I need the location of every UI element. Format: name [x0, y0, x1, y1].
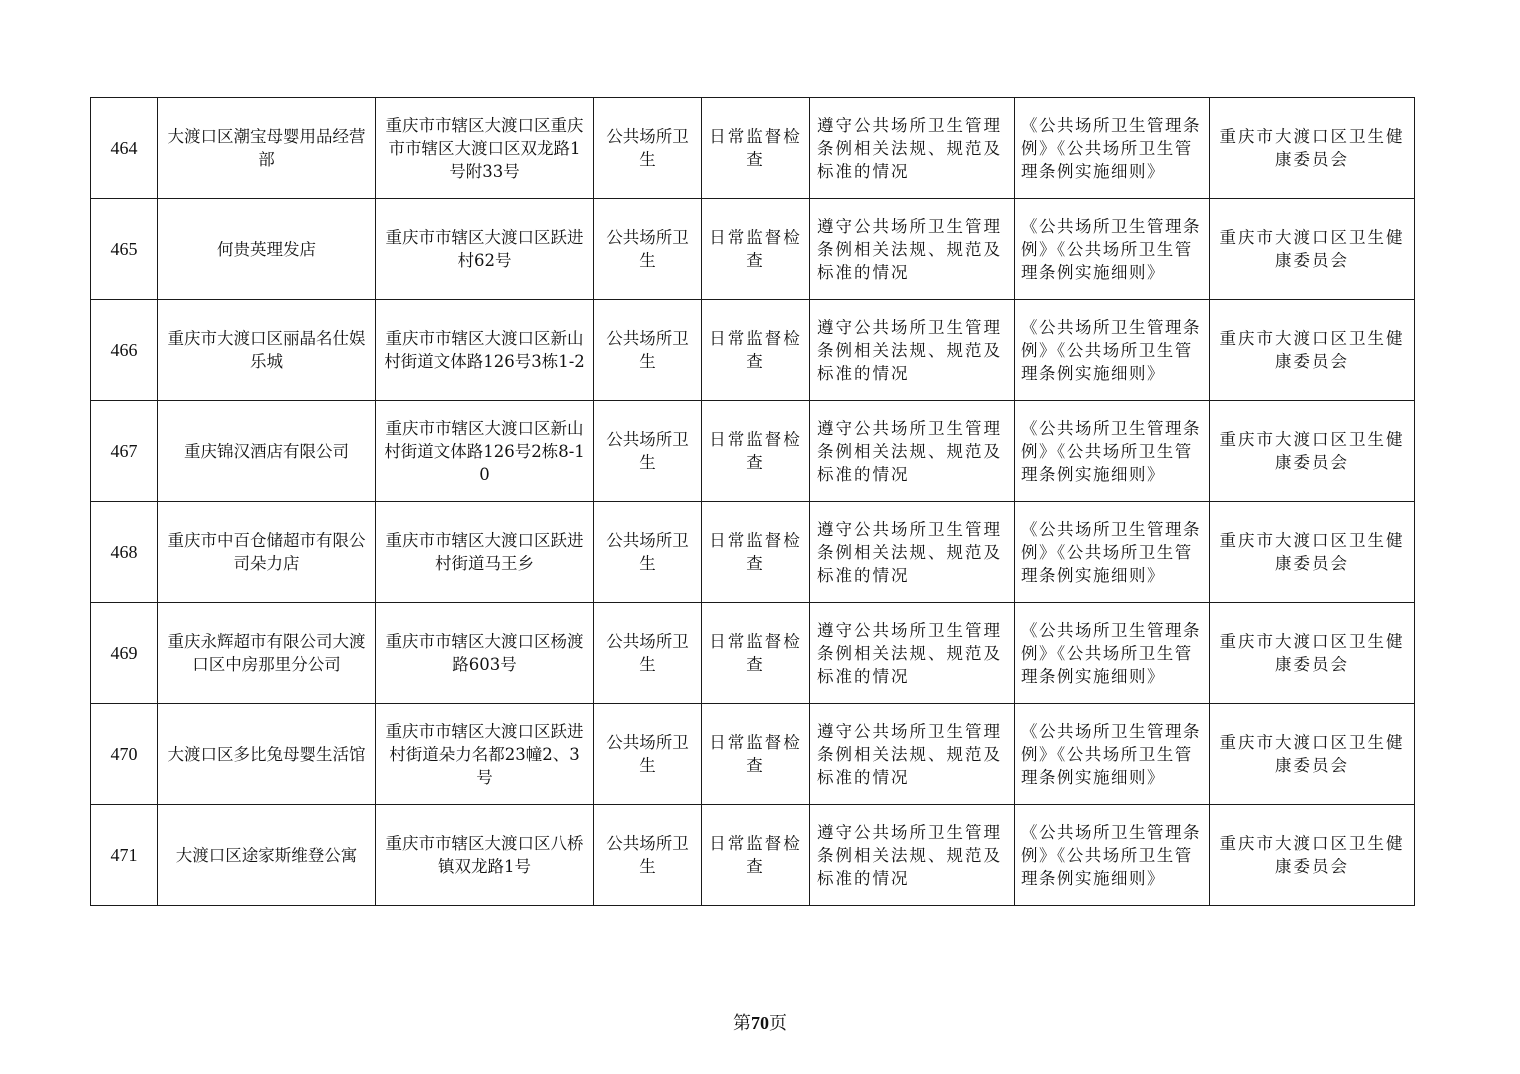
inspection-method: 日常监督检查	[702, 98, 810, 199]
table-row	[91, 704, 1415, 805]
legal-basis: 《公共场所卫生管理条例》《公共场所卫生管理条例实施细则》	[1015, 199, 1210, 300]
legal-basis: 《公共场所卫生管理条例》《公共场所卫生管理条例实施细则》	[1015, 704, 1210, 805]
inspection-method: 日常监督检查	[702, 300, 810, 401]
inspecting-authority: 重庆市大渡口区卫生健康委员会	[1210, 603, 1415, 704]
business-name: 重庆市中百仓储超市有限公司朵力店	[158, 502, 376, 603]
legal-basis: 《公共场所卫生管理条例》《公共场所卫生管理条例实施细则》	[1015, 401, 1210, 502]
inspection-category: 公共场所卫生	[594, 98, 702, 199]
inspection-category: 公共场所卫生	[594, 502, 702, 603]
inspection-method: 日常监督检查	[702, 603, 810, 704]
business-name: 大渡口区多比兔母婴生活馆	[158, 704, 376, 805]
business-address: 重庆市市辖区大渡口区跃进村62号	[376, 199, 594, 300]
inspection-item: 遵守公共场所卫生管理条例相关法规、规范及标准的情况	[810, 603, 1015, 704]
inspection-item: 遵守公共场所卫生管理条例相关法规、规范及标准的情况	[810, 199, 1015, 300]
inspection-category: 公共场所卫生	[594, 805, 702, 906]
inspecting-authority: 重庆市大渡口区卫生健康委员会	[1210, 401, 1415, 502]
legal-basis: 《公共场所卫生管理条例》《公共场所卫生管理条例实施细则》	[1015, 805, 1210, 906]
legal-basis: 《公共场所卫生管理条例》《公共场所卫生管理条例实施细则》	[1015, 300, 1210, 401]
business-address: 重庆市市辖区大渡口区新山村街道文体路126号3栋1-2	[376, 300, 594, 401]
table-row	[91, 300, 1415, 401]
business-address: 重庆市市辖区大渡口区杨渡路603号	[376, 603, 594, 704]
row-number: 464	[91, 98, 158, 199]
inspection-method: 日常监督检查	[702, 502, 810, 603]
business-address: 重庆市市辖区大渡口区重庆市市辖区大渡口区双龙路1号附33号	[376, 98, 594, 199]
inspecting-authority: 重庆市大渡口区卫生健康委员会	[1210, 98, 1415, 199]
row-number: 467	[91, 401, 158, 502]
business-address: 重庆市市辖区大渡口区八桥镇双龙路1号	[376, 805, 594, 906]
page-number: 70	[751, 1013, 769, 1033]
business-name: 何贵英理发店	[158, 199, 376, 300]
business-address: 重庆市市辖区大渡口区跃进村街道马王乡	[376, 502, 594, 603]
page-prefix: 第	[733, 1013, 751, 1034]
inspection-method: 日常监督检查	[702, 805, 810, 906]
business-address: 重庆市市辖区大渡口区新山村街道文体路126号2栋8-10	[376, 401, 594, 502]
business-name: 大渡口区潮宝母婴用品经营部	[158, 98, 376, 199]
inspecting-authority: 重庆市大渡口区卫生健康委员会	[1210, 300, 1415, 401]
legal-basis: 《公共场所卫生管理条例》《公共场所卫生管理条例实施细则》	[1015, 502, 1210, 603]
inspection-item: 遵守公共场所卫生管理条例相关法规、规范及标准的情况	[810, 300, 1015, 401]
table-row	[91, 502, 1415, 603]
inspection-category: 公共场所卫生	[594, 704, 702, 805]
table-row	[91, 98, 1415, 199]
business-name: 重庆永辉超市有限公司大渡口区中房那里分公司	[158, 603, 376, 704]
row-number: 468	[91, 502, 158, 603]
inspection-item: 遵守公共场所卫生管理条例相关法规、规范及标准的情况	[810, 401, 1015, 502]
row-number: 466	[91, 300, 158, 401]
legal-basis: 《公共场所卫生管理条例》《公共场所卫生管理条例实施细则》	[1015, 603, 1210, 704]
legal-basis: 《公共场所卫生管理条例》《公共场所卫生管理条例实施细则》	[1015, 98, 1210, 199]
inspection-item: 遵守公共场所卫生管理条例相关法规、规范及标准的情况	[810, 98, 1015, 199]
inspection-item: 遵守公共场所卫生管理条例相关法规、规范及标准的情况	[810, 704, 1015, 805]
inspection-category: 公共场所卫生	[594, 199, 702, 300]
inspection-method: 日常监督检查	[702, 199, 810, 300]
business-name: 重庆锦汉酒店有限公司	[158, 401, 376, 502]
inspection-method: 日常监督检查	[702, 704, 810, 805]
inspecting-authority: 重庆市大渡口区卫生健康委员会	[1210, 805, 1415, 906]
inspection-method: 日常监督检查	[702, 401, 810, 502]
row-number: 469	[91, 603, 158, 704]
table-row	[91, 401, 1415, 502]
row-number: 465	[91, 199, 158, 300]
inspection-category: 公共场所卫生	[594, 300, 702, 401]
inspection-item: 遵守公共场所卫生管理条例相关法规、规范及标准的情况	[810, 805, 1015, 906]
row-number: 471	[91, 805, 158, 906]
business-name: 大渡口区途家斯维登公寓	[158, 805, 376, 906]
business-name: 重庆市大渡口区丽晶名仕娱乐城	[158, 300, 376, 401]
inspecting-authority: 重庆市大渡口区卫生健康委员会	[1210, 704, 1415, 805]
inspecting-authority: 重庆市大渡口区卫生健康委员会	[1210, 502, 1415, 603]
table-row	[91, 603, 1415, 704]
inspection-item: 遵守公共场所卫生管理条例相关法规、规范及标准的情况	[810, 502, 1015, 603]
row-number: 470	[91, 704, 158, 805]
table-row	[91, 805, 1415, 906]
inspection-category: 公共场所卫生	[594, 401, 702, 502]
table-row	[91, 199, 1415, 300]
table-body	[91, 98, 1415, 906]
page-footer	[0, 1011, 1520, 1036]
inspecting-authority: 重庆市大渡口区卫生健康委员会	[1210, 199, 1415, 300]
inspection-category: 公共场所卫生	[594, 603, 702, 704]
inspection-table	[90, 97, 1415, 906]
page-suffix: 页	[769, 1013, 787, 1034]
business-address: 重庆市市辖区大渡口区跃进村街道朵力名都23幢2、3号	[376, 704, 594, 805]
